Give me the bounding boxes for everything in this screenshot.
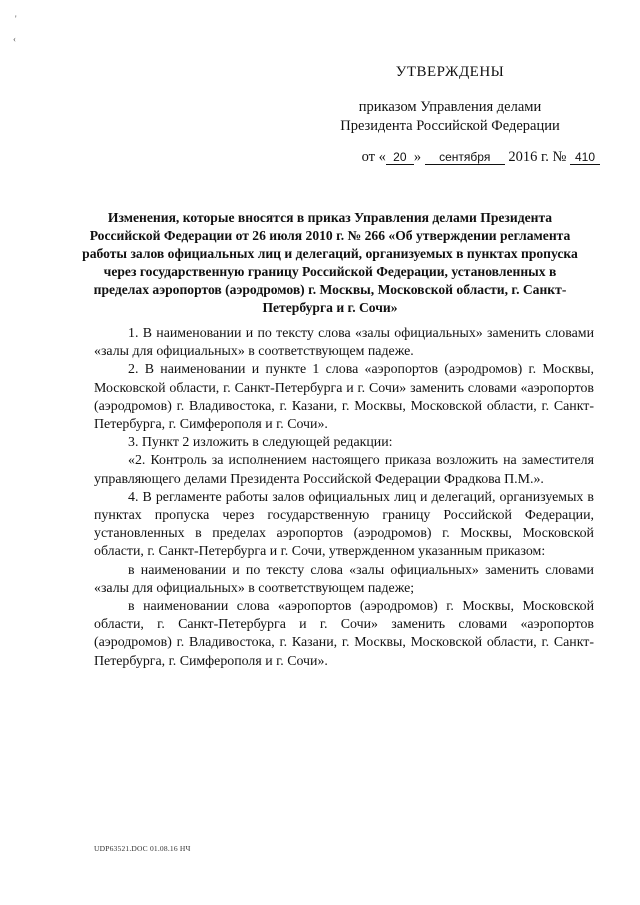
date-mid: »	[413, 149, 422, 165]
approval-authority	[300, 98, 600, 136]
paragraph-3: 3. Пункт 2 изложить в следующей редакции:	[128, 435, 393, 451]
paragraph-4: «2. Контроль за исполнением настоящего приказа возложить на заместителя управляющего делами Президента Российской Федерации Фрадкова П.М.».	[94, 453, 594, 487]
paragraph-1: 1. В наименовании и по тексту слова «залы официальных» заменить словами «залы для официальных» в соответствующем падеже.	[94, 326, 594, 360]
approval-authority-line-2: Президента Российской Федерации	[340, 118, 560, 134]
date-year: 2016 г. №	[508, 149, 567, 165]
order-date-line	[300, 149, 600, 166]
order-number: 410	[570, 150, 600, 165]
date-prefix: от «	[361, 149, 386, 165]
approval-heading: УТВЕРЖДЕНЫ	[395, 64, 505, 80]
paragraph-2: 2. В наименовании и пункте 1 слова «аэропортов (аэродромов) г. Москвы, Московской области, г. Санкт-Петербурга и г. Сочи» заменить словами «аэропортов (аэродромов) г. Владивостока, г. Казани, г. Москвы, Московской области, г. Санкт-Петербурга, г. Симферополя и г. Сочи».	[94, 362, 594, 433]
paragraph-7: в наименовании слова «аэропортов (аэродромов) г. Москвы, Московской области, г. Санкт-Петербурга и г. Сочи» заменить словами «аэропортов (аэродромов) г. Владивостока, г. Казани, г. Москвы, Московской области, г. Санкт-Петербурга, г. Симферополя и г. Сочи».	[94, 599, 594, 669]
date-month: сентября	[425, 150, 505, 165]
date-day: 20	[386, 150, 414, 165]
margin-mark-top: '	[15, 14, 17, 24]
document-title: Изменения, которые вносятся в приказ Управления делами Президента Российской Федерации от 26 июля 2010 г. № 266 «Об утверждении регламента работы залов официальных лиц и делегаций, организуемых в пунктах пропуска через государственную границу Российской Федерации, установленных в пределах аэропортов (аэродромов) г. Москвы, Московской области, г. Санкт-Петербурга и г. Сочи»	[82, 210, 578, 315]
document-body	[94, 325, 594, 671]
file-reference-footer: UDP63521.DOC 01.08.16 НЧ	[94, 844, 191, 853]
approval-authority-line-1: приказом Управления делами	[358, 99, 542, 115]
margin-mark-lower: ‹	[13, 34, 16, 44]
paragraph-5: 4. В регламенте работы залов официальных лиц и делегаций, организуемых в пунктах пропуска через государственную границу Российской Федерации, установленных в пределах аэропортов (аэродромов) г. Москвы, Московской области, г. Санкт-Петербурга и г. Сочи, утвержденном указанным приказом:	[94, 489, 594, 560]
paragraph-6: в наименовании и по тексту слова «залы официальных» заменить словами «залы для официальных» в соответствующем падеже;	[94, 562, 594, 596]
